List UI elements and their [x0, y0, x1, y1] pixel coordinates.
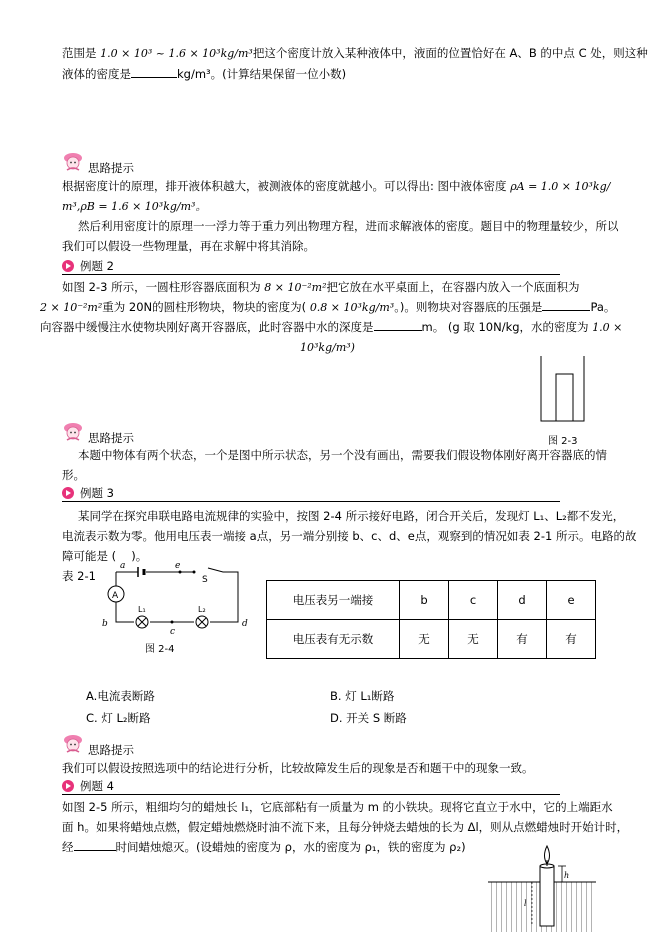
hint3-para	[62, 758, 534, 778]
ex2-line-3	[40, 317, 622, 338]
hint2-para-cont	[62, 465, 85, 485]
node-label: c	[170, 627, 176, 637]
ex2-text: 重为 20N的圆柱形物块，物块的密度为(	[102, 300, 307, 314]
example-3-header	[62, 485, 560, 502]
option-c[interactable]: C. 灯 L₂断路	[86, 711, 151, 725]
hint-text: 形。	[62, 468, 85, 482]
block-area: 2 × 10⁻²m²	[40, 301, 103, 314]
node-label: b	[102, 619, 108, 629]
answer-blank[interactable]	[542, 298, 590, 311]
intro-line-1	[62, 43, 648, 64]
table-cell: d	[498, 581, 547, 620]
node-dot	[171, 621, 174, 624]
circuit-diagram	[98, 562, 258, 652]
answer-blank[interactable]	[74, 838, 116, 851]
figure-caption: 图 2-4	[145, 644, 175, 655]
answer-blank[interactable]	[374, 318, 422, 331]
table-cell: 无	[400, 620, 449, 659]
table-row	[267, 581, 596, 620]
hint-text: 我们可以假设一些物理量，再在求解中将其消除。	[62, 239, 315, 253]
table-2-1	[266, 580, 596, 659]
ex4-line-3	[62, 837, 466, 857]
table-row-header: 电压表另一端接	[267, 581, 400, 620]
ex4-text: 如图 2-5 所示，粗细均匀的蜡烛长 l₁，它底部粘有一质量为 m 的小铁块。现将它直立于水中，它的上端距水	[62, 800, 613, 814]
hint2-para	[78, 445, 607, 465]
figure-caption: 图 2-3	[548, 436, 578, 447]
candle-in-water-figure	[486, 838, 598, 932]
height-label: h	[564, 871, 570, 880]
hint-header-3	[62, 730, 134, 758]
block-density: 0.8 × 10³kg/m³	[309, 301, 395, 314]
candle-body	[540, 866, 554, 926]
hint1-para2-cont	[62, 236, 315, 256]
ex2-line-1	[62, 277, 580, 298]
hint-title: 思路提示	[88, 431, 134, 445]
lamp1-label: L₁	[138, 605, 146, 614]
table-cell: 有	[498, 620, 547, 659]
table-label: 表 2-1	[62, 569, 96, 583]
hint1-para1-cont	[62, 196, 206, 217]
answer-blank[interactable]	[131, 65, 177, 78]
example-label: 例题 2	[80, 259, 114, 273]
cylinder-block	[556, 374, 573, 421]
ex2-line-4	[300, 337, 355, 358]
density-b: m³,ρB = 1.6 × 10³kg/m³。	[62, 200, 207, 213]
water-density-cont: 10³kg/m³)	[300, 341, 355, 354]
lamp2-label: L₂	[198, 605, 206, 614]
ex3-text: 障可能是 ( )。	[62, 549, 148, 563]
ex3-text: 某同学在探究串联电路电流规律的实验中，按图 2-4 所示接好电路，闭合开关后，发现灯 L₁、L₂都不发光，	[78, 509, 625, 523]
thinking-girl-icon	[62, 422, 84, 442]
figure-2-3-container	[540, 356, 586, 426]
water-density: 1.0 ×	[592, 321, 623, 334]
option-d[interactable]: D. 开关 S 断路	[330, 711, 407, 725]
table-cell: b	[400, 581, 449, 620]
ex2-text: 把它放在水平桌面上，在容器内放入一个底面积为	[326, 280, 580, 294]
play-icon	[62, 487, 74, 499]
table-cell: 有	[547, 620, 596, 659]
intro-text: kg/m³。(计算结果保留一位小数)	[177, 67, 347, 81]
ex2-text: m。 (g 取 10N/kg，水的密度为	[421, 320, 589, 334]
ex4-line-1	[62, 797, 613, 817]
example-2-header	[62, 258, 560, 275]
ex4-text: 经	[62, 840, 74, 854]
play-icon	[62, 260, 74, 272]
option-a[interactable]: A.电流表断路	[86, 689, 155, 703]
ammeter-label: A	[112, 591, 119, 601]
hint-title: 思路提示	[88, 743, 134, 757]
switch-label: S	[202, 575, 208, 585]
ex2-line-2	[40, 297, 615, 318]
ex3-text: 电流表示数为零。他用电压表一端接 a点，另一端分别接 b、c、d、e点，观察到的情况如表 2-1 所示。电路的故	[62, 529, 637, 543]
hint-text: 我们可以假设按照选项中的结论进行分析，比较故障发生后的现象是否和题干中的现象一致。	[62, 761, 534, 775]
hint-title: 思路提示	[88, 161, 134, 175]
hint-text: 根据密度计的原理，排开液体积越大，被测液体的密度就越小。可以得出: 图中液体密度	[62, 179, 507, 193]
table-cell: e	[547, 581, 596, 620]
hint-text: 本题中物体有两个状态，一个是图中所示状态，另一个没有画出，需要我们假设物体刚好离开容器底的情	[78, 448, 607, 462]
thinking-girl-icon	[62, 152, 84, 172]
ex4-text: 面 h。如果将蜡烛点燃，假定蜡烛燃烧时油不流下来，且每分钟烧去蜡烛的长为 Δl，则从点燃蜡烛时开始计时，	[62, 820, 629, 834]
intro-text: 把这个密度计放入某种液体中，液面的位置恰好在 A、B 的中点 C 处，则这种	[252, 46, 648, 60]
thinking-girl-icon	[62, 734, 84, 754]
hint-header-1	[62, 148, 134, 176]
example-4-header	[62, 778, 560, 795]
length-label: l	[524, 899, 527, 908]
hint-header-2	[62, 418, 134, 446]
ex2-text: 如图 2-3 所示，一圆柱形容器底面积为	[62, 280, 261, 294]
hint1-para1	[62, 176, 610, 197]
table-cell: c	[449, 581, 498, 620]
intro-text: 液体的密度是	[62, 67, 131, 81]
option-b[interactable]: B. 灯 L₁断路	[330, 689, 395, 703]
density-a: ρA = 1.0 × 10³kg/	[510, 180, 611, 193]
container-area: 8 × 10⁻²m²	[264, 281, 327, 294]
table-cell: 无	[449, 620, 498, 659]
table-row-header: 电压表有无示数	[267, 620, 400, 659]
play-icon	[62, 780, 74, 792]
intro-text: 范围是	[62, 46, 97, 60]
example-label: 例题 4	[80, 779, 114, 793]
ex4-text: 时间蜡烛熄灭。(设蜡烛的密度为 ρ，水的密度为 ρ₁，铁的密度为 ρ₂)	[115, 840, 466, 854]
hint-text: 然后利用密度计的原理一一浮力等于重力列出物理方程，进而求解液体的密度。题目中的物理量较少，所以	[78, 219, 619, 233]
ex3-line-1	[78, 506, 624, 526]
node-label: e	[175, 562, 181, 571]
ex2-text: 向容器中缓慢注水使物块刚好离开容器底，此时容器中水的深度是	[40, 320, 374, 334]
node-label: a	[120, 562, 126, 571]
example-label: 例题 3	[80, 486, 114, 500]
intro-line-2	[62, 64, 346, 84]
table-row	[267, 620, 596, 659]
ex2-text: 。)。则物块对容器底的压强是	[394, 300, 543, 314]
switch-pivot	[193, 571, 196, 574]
ex3-line-2	[62, 526, 636, 546]
ex4-line-2	[62, 817, 628, 837]
density-range: 1.0 × 10³ ~ 1.6 × 10³kg/m³	[100, 47, 253, 60]
ex2-text: Pa。	[590, 300, 616, 314]
hint1-para2	[78, 216, 619, 236]
node-label: d	[242, 619, 248, 629]
